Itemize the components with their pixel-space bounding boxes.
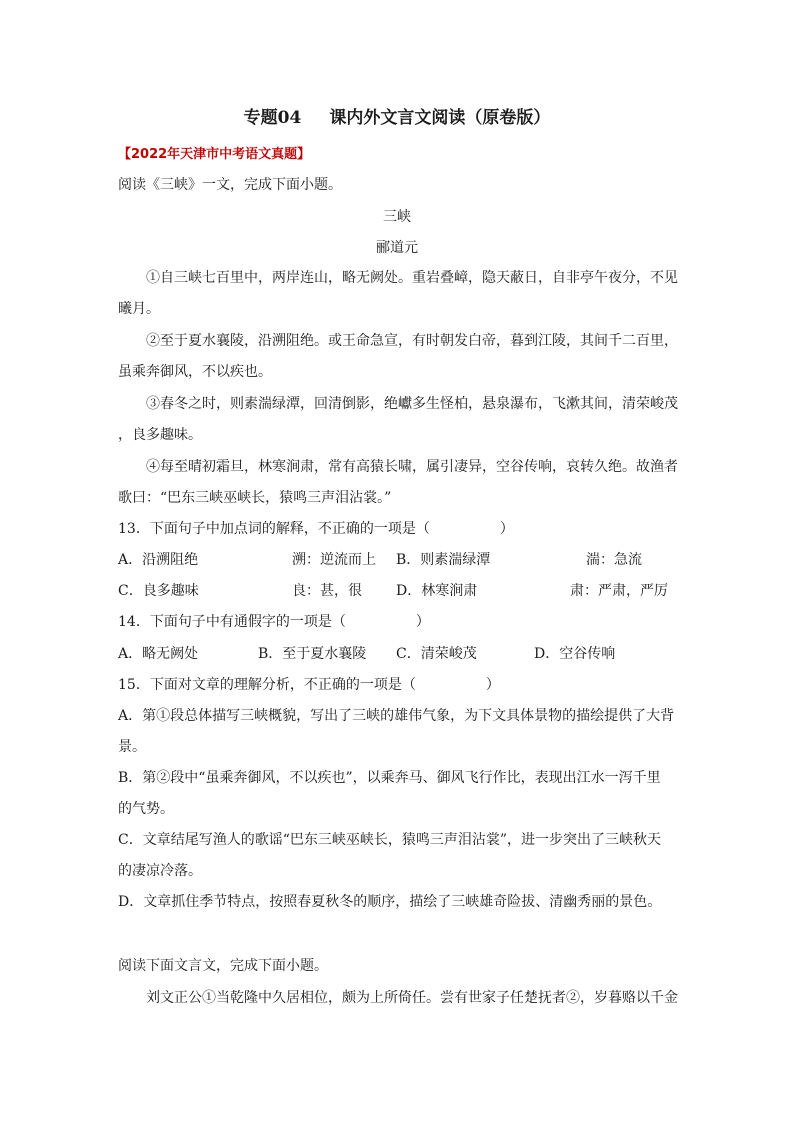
q15-option-d-line-1: D．文章抓住季节特点，按照春夏秋冬的顺序，描绘了三峡雄奇险拔、清幽秀丽的景色。 (118, 894, 662, 910)
q15-option-b-line-2: 的气势。 (118, 801, 174, 817)
q15-option-a-line-2: 景。 (118, 739, 146, 755)
paragraph-1-line-1: ①自三峡七百里中，两岸连山，略无阙处。重岩叠嶂，隐天蔽日，自非亭午夜分，不见 (146, 270, 678, 286)
q13-option-a-explanation: 溯：逆流而上 (292, 552, 376, 568)
title-prefix: 专题04 (243, 108, 302, 128)
q13-option-c: C．良多趣味 (118, 583, 199, 599)
q13-option-b-explanation: 湍：急流 (586, 552, 642, 568)
question-13-stem: 13．下面句子中加点词的解释，不正确的一项是（ ） (118, 521, 514, 537)
paragraph-2-line-2: 虽乘奔御风，不以疾也。 (118, 364, 272, 380)
passage-title: 三峡 (383, 209, 411, 225)
question-14-stem: 14．下面句子中有通假字的一项是（ ） (118, 614, 430, 630)
q15-option-a-line-1: A．第①段总体描写三峡概貌，写出了三峡的雄伟气象，为下文具体景物的描绘提供了大背 (118, 708, 675, 724)
q14-option-c: C．清荣峻茂 (396, 646, 477, 662)
q13-option-d: D．林寒涧肃 (396, 583, 478, 599)
q13-option-a: A．沿溯阻绝 (118, 552, 199, 568)
q14-option-a: A．略无阙处 (118, 646, 199, 662)
q13-option-b: B．则素湍绿潭 (396, 552, 491, 568)
passage-2-line-1: 刘文正公①当乾隆中久居相位，颇为上所倚任。尝有世家子任楚抚者②，岁暮赂以千金 (146, 990, 678, 1006)
q15-option-c-line-1: C．文章结尾写渔人的歌谣“巴东三峡巫峡长，猿鸣三声泪沾裳”，进一步突出了三峡秋天 (118, 832, 662, 848)
paragraph-4-line-1: ④每至晴初霜旦，林寒涧肃，常有高猿长啸，属引凄异，空谷传响，哀转久绝。故渔者 (146, 459, 678, 475)
q15-option-b-line-1: B．第②段中“虽乘奔御风，不以疾也”，以乘奔马、御风飞行作比，表现出江水一泻千里 (118, 770, 661, 786)
passage-author: 郦道元 (376, 240, 418, 256)
paragraph-3-line-2: ，良多趣味。 (118, 427, 202, 443)
paragraph-1-line-2: 曦月。 (118, 301, 160, 317)
title-main: 课内外文言文阅读（原卷版） (329, 108, 551, 128)
question-15-stem: 15．下面对文章的理解分析，不正确的一项是（ ） (118, 677, 500, 693)
q15-option-c-line-2: 的凄凉冷落。 (118, 863, 202, 879)
paragraph-2-line-1: ②至于夏水襄陵，沿溯阻绝。或王命急宣，有时朝发白帝，暮到江陵，其间千二百里， (146, 333, 678, 349)
reading-intro-1: 阅读《三峡》一文，完成下面小题。 (118, 177, 342, 193)
reading-intro-2: 阅读下面文言文，完成下面小题。 (118, 958, 328, 974)
source-tag: 【2022年天津市中考语文真题】 (118, 147, 311, 162)
paragraph-4-line-2: 歌曰：“巴东三峡巫峡长，猿鸣三声泪沾裳。” (118, 490, 392, 506)
paragraph-3-line-1: ③春冬之时，则素湍绿潭，回清倒影，绝巘多生怪柏，悬泉瀑布，飞漱其间，清荣峻茂 (146, 396, 678, 412)
page-title (0, 106, 794, 130)
q13-option-d-explanation: 肃：严肃，严厉 (570, 583, 668, 599)
q14-option-b: B．至于夏水襄陵 (258, 646, 367, 662)
q13-option-c-explanation: 良：甚，很 (292, 583, 362, 599)
q14-option-d: D．空谷传响 (534, 646, 616, 662)
